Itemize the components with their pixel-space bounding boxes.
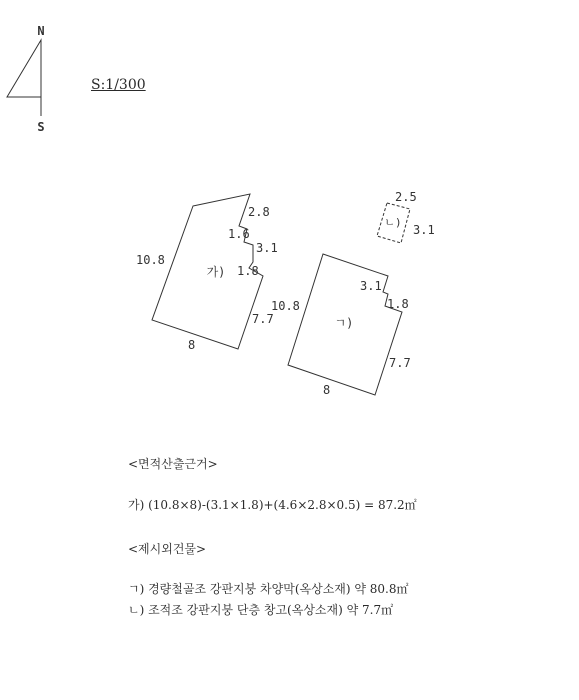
building-ga-label: 가): [206, 265, 226, 279]
building-giyeok-label: ㄱ): [334, 316, 354, 330]
scale-label: S:1/300: [91, 77, 146, 93]
building-nieun: [377, 190, 435, 243]
dim-label: 3.1: [413, 223, 435, 237]
building-giyeok: [271, 254, 411, 397]
north-arrow-icon: [7, 40, 41, 97]
dim-label: 1.8: [237, 264, 259, 278]
dim-label: 10.8: [271, 299, 300, 313]
compass-south: S: [37, 120, 45, 134]
area-calculation-heading: <면적산출근거>: [128, 457, 218, 471]
building-nieun-label: ㄴ): [384, 216, 402, 229]
dim-label: 7.7: [252, 312, 274, 326]
dim-label: 8: [188, 338, 196, 352]
area-calculation-formula: 가) (10.8×8)-(3.1×1.8)+(4.6×2.8×0.5) = 87.2㎡: [128, 498, 417, 512]
compass-north: N: [37, 24, 45, 38]
dim-label: 2.5: [395, 190, 417, 204]
dim-label: 3.1: [256, 241, 278, 255]
dim-label: 2.8: [248, 205, 270, 219]
building-ga: [136, 194, 278, 352]
compass: [7, 24, 45, 134]
extra-building-item: ㄱ) 경량철골조 강판지붕 차양막(옥상소재) 약 80.8㎡: [128, 582, 409, 596]
dim-label: 3.1: [360, 279, 382, 293]
extra-building-item: ㄴ) 조적조 강판지붕 단층 창고(옥상소재) 약 7.7㎡: [128, 603, 394, 617]
extra-buildings-heading: <제시외건물>: [128, 542, 207, 556]
dim-label: 7.7: [389, 356, 411, 370]
dim-label: 1.8: [387, 297, 409, 311]
dim-label: 10.8: [136, 253, 165, 267]
dim-label: 8: [323, 383, 331, 397]
dim-label: 1.6: [228, 227, 250, 241]
